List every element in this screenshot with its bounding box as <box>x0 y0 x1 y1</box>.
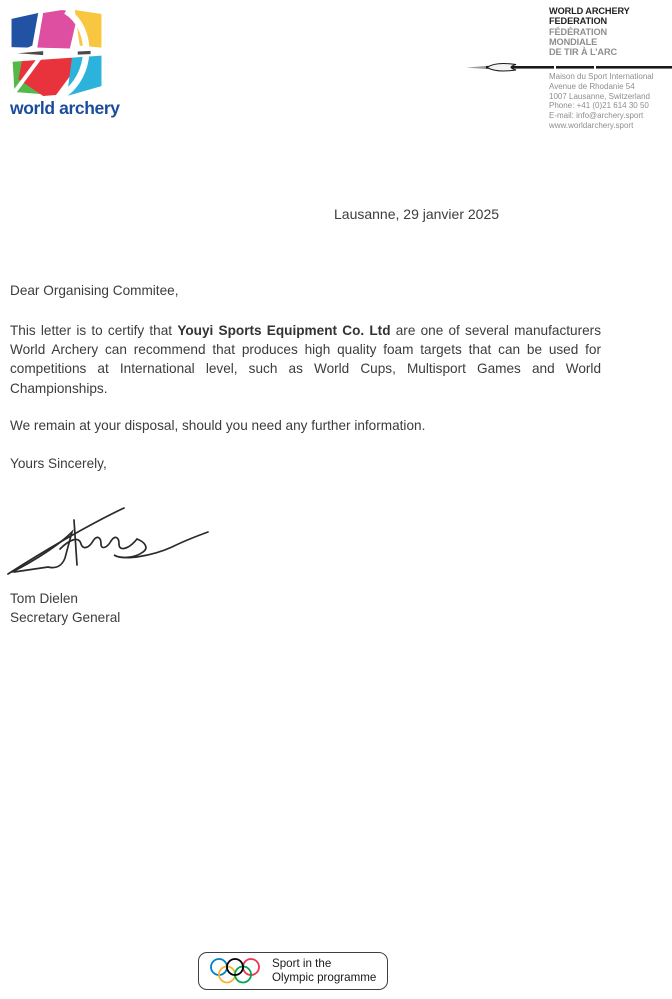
badge-text-line1: Sport in the <box>272 957 332 971</box>
company-name: Youyi Sports Equipment Co. Ltd <box>177 323 391 338</box>
closing-line: We remain at your disposal, should you need any further information. <box>10 418 426 433</box>
logo-wordmark: world archery <box>10 98 120 118</box>
world-archery-logo-icon <box>10 10 104 96</box>
olympic-rings-icon <box>207 956 263 986</box>
signer-title: Secretary General <box>10 610 121 626</box>
address-line: Maison du Sport International <box>549 72 654 81</box>
badge-text <box>272 957 376 985</box>
date-line: Lausanne, 29 janvier 2025 <box>334 206 500 222</box>
email-line: E-mail: info@archery.sport <box>549 111 644 121</box>
address-line: Avenue de Rhodanie 54 <box>549 81 635 91</box>
body-text-before: This letter is to certify that <box>10 323 178 338</box>
signoff: Yours Sincerely, <box>10 456 107 471</box>
org-subtitle-line: FÉDÉRATION <box>549 26 608 37</box>
signature-icon <box>2 486 212 578</box>
signer-name: Tom Dielen <box>10 591 78 606</box>
world-archery-logo <box>10 10 130 119</box>
address-block <box>549 72 672 131</box>
signer-block <box>10 589 310 627</box>
address-line: 1007 Lausanne, Switzerland <box>549 91 650 101</box>
address-line: Phone: +41 (0)21 614 30 50 <box>549 101 649 111</box>
badge-text-line2: Olympic programme <box>272 971 377 984</box>
salutation: Dear Organising Commitee, <box>10 283 179 298</box>
org-subtitle-line: MONDIALE <box>549 36 598 47</box>
org-subtitle-line: DE TIR À L’ARC <box>549 47 618 58</box>
org-title-line: WORLD ARCHERY <box>549 6 630 16</box>
org-name-block <box>549 6 669 57</box>
body-text-after: are one of several manufacturers World Archery can recommend that produces high quality foam targets that can be used for competitions at International level, such as World Cups, Multisport Games and World Championships. <box>10 323 601 396</box>
olympic-programme-badge <box>198 952 388 990</box>
website-line: www.worldarchery.sport <box>549 120 634 130</box>
org-title-line: FEDERATION <box>549 16 608 27</box>
body-paragraph <box>10 321 601 398</box>
